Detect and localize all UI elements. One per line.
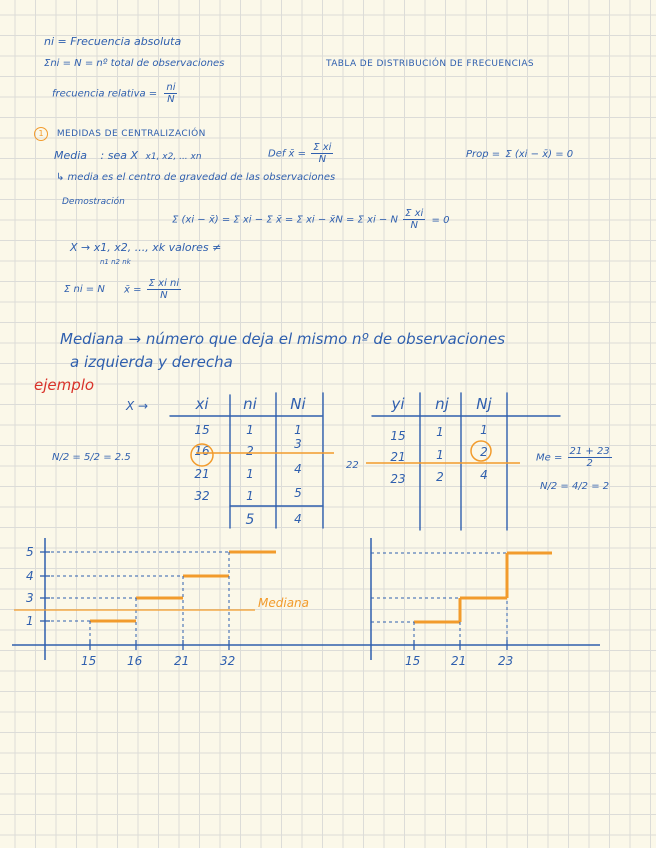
middle-note: 22 [346, 460, 359, 471]
demo-frac-den: N [410, 220, 418, 231]
table1-cell: 5 [294, 486, 302, 500]
property-label: Prop = [466, 149, 501, 160]
table2-cell: 2 [480, 445, 488, 459]
demo-label: Demostración [62, 197, 125, 207]
mediana-definition-line1: Mediana → número que deja el mismo nº de observaciones [60, 330, 506, 348]
median-den: 2 [586, 458, 593, 469]
x-arrow: X → [126, 399, 149, 413]
table2-cell: 4 [480, 468, 488, 482]
table1-cell: 1 [246, 489, 254, 503]
media-sea: : sea X [100, 149, 139, 162]
property-expression: Σ (xi − x̄) = 0 [505, 149, 574, 160]
sum-ni: Σ ni = N [64, 284, 105, 295]
section-title: MEDIDAS DE CENTRALIZACIÓN [56, 129, 206, 139]
values-line: X → x1, x2, ..., xk valores ≠ [70, 241, 222, 254]
weighted-mean-den: N [160, 290, 168, 301]
weighted-mean-label: x̄ = [124, 284, 142, 296]
definition-label: Def x̄ = [268, 148, 307, 160]
section-number: 1 [34, 127, 48, 141]
table1-cell: 16 [194, 444, 210, 458]
table2-cell: 1 [480, 423, 488, 437]
table1-header-xi: xi [195, 395, 209, 413]
media-label: Media [54, 149, 88, 162]
relative-frequency-num: ni [166, 82, 176, 93]
table1-cell: 4 [294, 462, 302, 476]
table1-cell: 15 [194, 423, 210, 437]
table2-cell: 2 [436, 470, 444, 484]
demo-terms: Σ (xi − x̄) = Σ xi − Σ x̄ = Σ xi − x̄N = Σ xi − N [172, 214, 398, 226]
table2-cell: 23 [390, 472, 406, 486]
table1-total: 4 [294, 512, 302, 526]
median-label: Me = [536, 452, 563, 464]
table2-cell: 1 [436, 425, 444, 439]
y-tick-label: 4 [26, 569, 34, 583]
weighted-mean-num: Σ xi ni [148, 278, 180, 289]
relative-frequency-label: frecuencia relativa = [52, 88, 158, 100]
table1-cell: 21 [194, 467, 210, 481]
table1-total: 5 [245, 512, 255, 528]
media-subscript: x1, x2, ... xn [145, 152, 202, 162]
y-tick-label: 1 [26, 614, 34, 628]
table1-header-ni: ni [243, 395, 257, 413]
x-tick-label: 16 [127, 654, 143, 668]
x-tick-label: 32 [220, 654, 236, 668]
x-tick-label: 21 [451, 654, 467, 668]
media-note: ↳ media es el centro de gravedad de las observaciones [56, 172, 336, 183]
x-tick-label: 15 [81, 654, 97, 668]
y-tick-label: 5 [26, 545, 34, 559]
table2-header-Nj: Nj [476, 395, 492, 413]
mediana-definition-line2: a izquierda y derecha [70, 353, 233, 371]
table2-cell: 1 [436, 448, 444, 462]
x-tick-label: 15 [405, 654, 421, 668]
table2-header-yi: yi [391, 395, 405, 413]
def-absolute-frequency: ni = Frecuencia absoluta [44, 35, 182, 48]
table1-cell: 3 [294, 437, 302, 451]
x-tick-label: 23 [498, 654, 514, 668]
x-tick-label: 21 [174, 654, 190, 668]
table1-cell: 1 [294, 423, 302, 437]
relative-frequency-den: N [167, 94, 175, 105]
y-tick-label: 3 [26, 591, 34, 605]
definition-num: Σ xi [313, 142, 332, 153]
values-sub: n1 n2 nk [100, 258, 131, 266]
table2-cell: 15 [390, 429, 406, 443]
definition-den: N [318, 154, 327, 165]
demo-end: = 0 [431, 214, 450, 226]
def-total-observations: Σni = N = nº total de observaciones [44, 58, 225, 69]
demo-frac-num: Σ xi [405, 208, 424, 219]
table-title: TABLA DE DISTRIBUCIÓN DE FRECUENCIAS [326, 59, 535, 69]
n-half-right: N/2 = 4/2 = 2 [540, 481, 610, 492]
table1-header-Ni: Ni [290, 395, 306, 413]
table1-cell: 1 [246, 423, 254, 437]
mediana-line-label: Mediana [258, 596, 309, 610]
table1-cell: 1 [246, 467, 254, 481]
n-half-note: N/2 = 5/2 = 2.5 [52, 452, 131, 463]
table2-cell: 21 [390, 450, 406, 464]
example-label: ejemplo [34, 376, 95, 394]
median-num: 21 + 23 [569, 446, 610, 457]
table2-header-nj: nj [435, 395, 449, 413]
table1-cell: 32 [194, 489, 210, 503]
table1-cell: 2 [246, 444, 254, 458]
